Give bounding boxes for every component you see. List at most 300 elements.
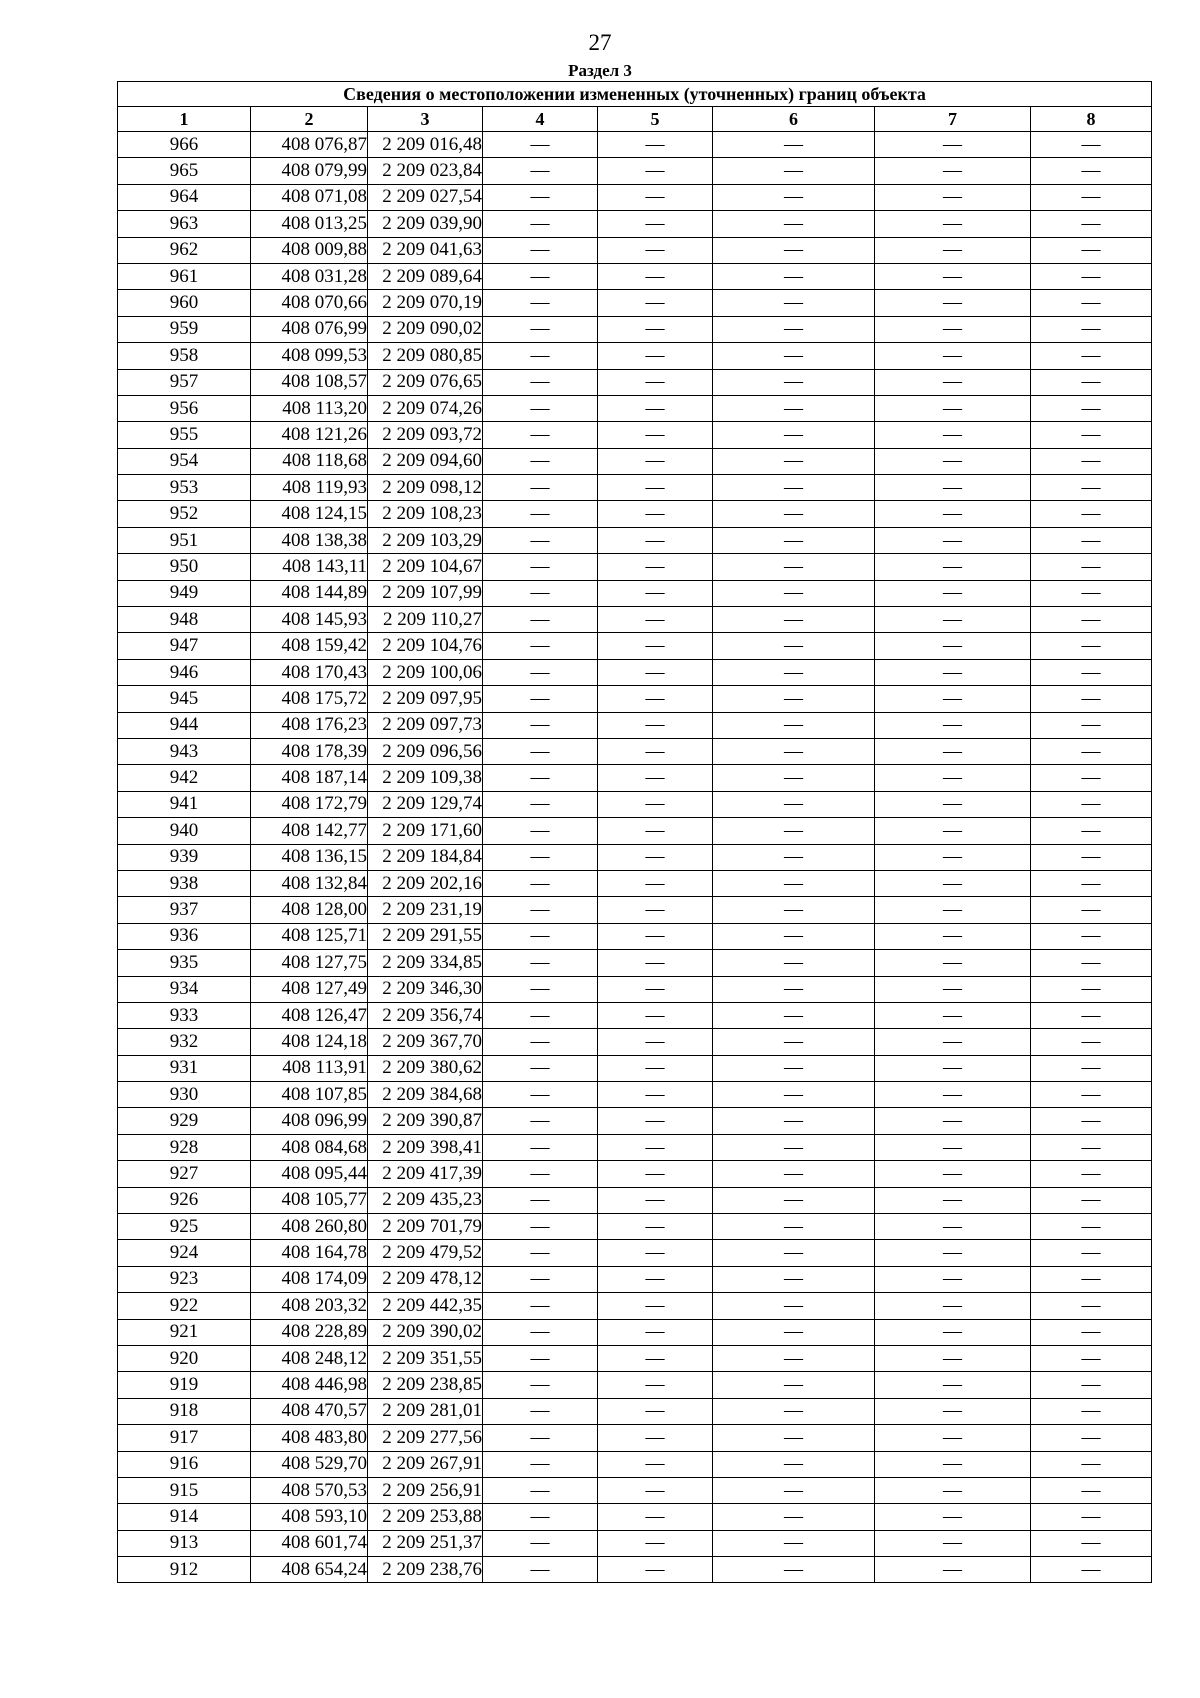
point-number-cell: 938: [118, 870, 251, 896]
empty-value-cell: —: [875, 527, 1031, 553]
empty-value-cell: —: [713, 448, 875, 474]
y-coordinate-cell: 2 209 171,60: [368, 818, 483, 844]
empty-value-cell: —: [483, 158, 598, 184]
y-coordinate-cell: 2 209 103,29: [368, 527, 483, 553]
empty-value-cell: —: [598, 1002, 713, 1028]
empty-value-cell: —: [713, 132, 875, 158]
empty-value-cell: —: [598, 765, 713, 791]
empty-value-cell: —: [713, 369, 875, 395]
x-coordinate-cell: 408 124,18: [251, 1029, 368, 1055]
y-coordinate-cell: 2 209 080,85: [368, 343, 483, 369]
point-number-cell: 917: [118, 1425, 251, 1451]
table-row: [118, 1504, 1152, 1530]
y-coordinate-cell: 2 209 093,72: [368, 422, 483, 448]
x-coordinate-cell: 408 108,57: [251, 369, 368, 395]
y-coordinate-cell: 2 209 479,52: [368, 1240, 483, 1266]
y-coordinate-cell: 2 209 094,60: [368, 448, 483, 474]
x-coordinate-cell: 408 248,12: [251, 1345, 368, 1371]
empty-value-cell: —: [1031, 976, 1152, 1002]
empty-value-cell: —: [483, 475, 598, 501]
empty-value-cell: —: [598, 527, 713, 553]
empty-value-cell: —: [598, 263, 713, 289]
y-coordinate-cell: 2 209 478,12: [368, 1266, 483, 1292]
empty-value-cell: —: [713, 659, 875, 685]
point-number-cell: 918: [118, 1398, 251, 1424]
empty-value-cell: —: [598, 369, 713, 395]
y-coordinate-cell: 2 209 104,76: [368, 633, 483, 659]
empty-value-cell: —: [713, 395, 875, 421]
section-title: Раздел 3: [568, 61, 632, 80]
point-number-cell: 925: [118, 1214, 251, 1240]
empty-value-cell: —: [713, 1398, 875, 1424]
empty-value-cell: —: [598, 738, 713, 764]
empty-value-cell: —: [598, 580, 713, 606]
empty-value-cell: —: [598, 422, 713, 448]
empty-value-cell: —: [1031, 1161, 1152, 1187]
point-number-cell: 931: [118, 1055, 251, 1081]
table-row: [118, 1055, 1152, 1081]
empty-value-cell: —: [483, 343, 598, 369]
empty-value-cell: —: [598, 211, 713, 237]
y-coordinate-cell: 2 209 435,23: [368, 1187, 483, 1213]
x-coordinate-cell: 408 178,39: [251, 738, 368, 764]
table-row: [118, 1002, 1152, 1028]
empty-value-cell: —: [875, 791, 1031, 817]
x-coordinate-cell: 408 127,75: [251, 950, 368, 976]
table-row: [118, 1477, 1152, 1503]
y-coordinate-cell: 2 209 384,68: [368, 1082, 483, 1108]
x-coordinate-cell: 408 138,38: [251, 527, 368, 553]
empty-value-cell: —: [1031, 1557, 1152, 1583]
x-coordinate-cell: 408 105,77: [251, 1187, 368, 1213]
x-coordinate-cell: 408 228,89: [251, 1319, 368, 1345]
empty-value-cell: —: [713, 791, 875, 817]
empty-value-cell: —: [483, 1161, 598, 1187]
x-coordinate-cell: 408 174,09: [251, 1266, 368, 1292]
empty-value-cell: —: [598, 1372, 713, 1398]
y-coordinate-cell: 2 209 090,02: [368, 316, 483, 342]
table-row: [118, 923, 1152, 949]
empty-value-cell: —: [1031, 1451, 1152, 1477]
empty-value-cell: —: [713, 554, 875, 580]
empty-value-cell: —: [875, 395, 1031, 421]
empty-value-cell: —: [713, 923, 875, 949]
table-row: [118, 659, 1152, 685]
empty-value-cell: —: [483, 818, 598, 844]
empty-value-cell: —: [713, 211, 875, 237]
empty-value-cell: —: [713, 290, 875, 316]
page-number: 27: [588, 30, 612, 55]
empty-value-cell: —: [483, 1002, 598, 1028]
empty-value-cell: —: [483, 580, 598, 606]
y-coordinate-cell: 2 209 238,76: [368, 1557, 483, 1583]
empty-value-cell: —: [1031, 897, 1152, 923]
x-coordinate-cell: 408 593,10: [251, 1504, 368, 1530]
table-row: [118, 501, 1152, 527]
empty-value-cell: —: [1031, 184, 1152, 210]
point-number-cell: 963: [118, 211, 251, 237]
empty-value-cell: —: [483, 395, 598, 421]
y-coordinate-cell: 2 209 281,01: [368, 1398, 483, 1424]
empty-value-cell: —: [598, 976, 713, 1002]
point-number-cell: 945: [118, 686, 251, 712]
point-number-cell: 937: [118, 897, 251, 923]
point-number-cell: 964: [118, 184, 251, 210]
empty-value-cell: —: [713, 316, 875, 342]
empty-value-cell: —: [598, 1029, 713, 1055]
point-number-cell: 927: [118, 1161, 251, 1187]
empty-value-cell: —: [875, 1082, 1031, 1108]
empty-value-cell: —: [598, 1425, 713, 1451]
empty-value-cell: —: [875, 1477, 1031, 1503]
empty-value-cell: —: [713, 1002, 875, 1028]
column-header: 8: [1031, 107, 1152, 132]
point-number-cell: 953: [118, 475, 251, 501]
table-row: [118, 1161, 1152, 1187]
point-number-cell: 915: [118, 1477, 251, 1503]
table-row: [118, 184, 1152, 210]
empty-value-cell: —: [1031, 1187, 1152, 1213]
empty-value-cell: —: [1031, 422, 1152, 448]
column-header: 3: [368, 107, 483, 132]
empty-value-cell: —: [598, 1055, 713, 1081]
table-row: [118, 738, 1152, 764]
point-number-cell: 947: [118, 633, 251, 659]
table-row: [118, 527, 1152, 553]
empty-value-cell: —: [598, 395, 713, 421]
empty-value-cell: —: [875, 1108, 1031, 1134]
y-coordinate-cell: 2 209 074,26: [368, 395, 483, 421]
x-coordinate-cell: 408 145,93: [251, 607, 368, 633]
empty-value-cell: —: [875, 633, 1031, 659]
empty-value-cell: —: [1031, 923, 1152, 949]
empty-value-cell: —: [713, 1029, 875, 1055]
empty-value-cell: —: [713, 263, 875, 289]
empty-value-cell: —: [713, 343, 875, 369]
empty-value-cell: —: [1031, 475, 1152, 501]
empty-value-cell: —: [1031, 1293, 1152, 1319]
x-coordinate-cell: 408 127,49: [251, 976, 368, 1002]
table-row: [118, 1214, 1152, 1240]
empty-value-cell: —: [1031, 844, 1152, 870]
table-row: [118, 1108, 1152, 1134]
x-coordinate-cell: 408 170,43: [251, 659, 368, 685]
empty-value-cell: —: [483, 448, 598, 474]
empty-value-cell: —: [875, 1293, 1031, 1319]
empty-value-cell: —: [598, 923, 713, 949]
empty-value-cell: —: [483, 1240, 598, 1266]
x-coordinate-cell: 408 570,53: [251, 1477, 368, 1503]
empty-value-cell: —: [483, 1214, 598, 1240]
y-coordinate-cell: 2 209 108,23: [368, 501, 483, 527]
empty-value-cell: —: [1031, 1029, 1152, 1055]
empty-value-cell: —: [713, 1266, 875, 1292]
empty-value-cell: —: [875, 897, 1031, 923]
empty-value-cell: —: [483, 1029, 598, 1055]
empty-value-cell: —: [1031, 1214, 1152, 1240]
empty-value-cell: —: [483, 870, 598, 896]
empty-value-cell: —: [483, 316, 598, 342]
x-coordinate-cell: 408 113,20: [251, 395, 368, 421]
point-number-cell: 923: [118, 1266, 251, 1292]
empty-value-cell: —: [1031, 580, 1152, 606]
x-coordinate-cell: 408 031,28: [251, 263, 368, 289]
empty-value-cell: —: [713, 501, 875, 527]
table-row: [118, 818, 1152, 844]
empty-value-cell: —: [1031, 686, 1152, 712]
point-number-cell: 948: [118, 607, 251, 633]
column-header: 6: [713, 107, 875, 132]
point-number-cell: 942: [118, 765, 251, 791]
table-row: [118, 1293, 1152, 1319]
empty-value-cell: —: [1031, 1002, 1152, 1028]
empty-value-cell: —: [1031, 818, 1152, 844]
empty-value-cell: —: [875, 369, 1031, 395]
empty-value-cell: —: [1031, 132, 1152, 158]
empty-value-cell: —: [598, 633, 713, 659]
point-number-cell: 955: [118, 422, 251, 448]
table-row: [118, 607, 1152, 633]
empty-value-cell: —: [713, 422, 875, 448]
point-number-cell: 961: [118, 263, 251, 289]
empty-value-cell: —: [598, 448, 713, 474]
empty-value-cell: —: [483, 1108, 598, 1134]
y-coordinate-cell: 2 209 100,06: [368, 659, 483, 685]
empty-value-cell: —: [875, 290, 1031, 316]
table-caption: Сведения о местоположении измененных (уточненных) границ объекта: [118, 82, 1152, 107]
empty-value-cell: —: [875, 1557, 1031, 1583]
x-coordinate-cell: 408 079,99: [251, 158, 368, 184]
x-coordinate-cell: 408 013,25: [251, 211, 368, 237]
empty-value-cell: —: [713, 870, 875, 896]
column-header: 1: [118, 107, 251, 132]
x-coordinate-cell: 408 470,57: [251, 1398, 368, 1424]
empty-value-cell: —: [713, 1055, 875, 1081]
empty-value-cell: —: [598, 659, 713, 685]
empty-value-cell: —: [713, 237, 875, 263]
point-number-cell: 959: [118, 316, 251, 342]
empty-value-cell: —: [598, 607, 713, 633]
x-coordinate-cell: 408 654,24: [251, 1557, 368, 1583]
y-coordinate-cell: 2 209 367,70: [368, 1029, 483, 1055]
empty-value-cell: —: [713, 1134, 875, 1160]
empty-value-cell: —: [713, 976, 875, 1002]
point-number-cell: 962: [118, 237, 251, 263]
empty-value-cell: —: [875, 475, 1031, 501]
empty-value-cell: —: [713, 527, 875, 553]
point-number-cell: 952: [118, 501, 251, 527]
point-number-cell: 957: [118, 369, 251, 395]
table-row: [118, 844, 1152, 870]
empty-value-cell: —: [875, 870, 1031, 896]
empty-value-cell: —: [483, 923, 598, 949]
empty-value-cell: —: [483, 738, 598, 764]
point-number-cell: 966: [118, 132, 251, 158]
y-coordinate-cell: 2 209 023,84: [368, 158, 483, 184]
point-number-cell: 939: [118, 844, 251, 870]
x-coordinate-cell: 408 095,44: [251, 1161, 368, 1187]
y-coordinate-cell: 2 209 417,39: [368, 1161, 483, 1187]
x-coordinate-cell: 408 601,74: [251, 1530, 368, 1556]
x-coordinate-cell: 408 128,00: [251, 897, 368, 923]
empty-value-cell: —: [875, 1187, 1031, 1213]
empty-value-cell: —: [875, 1266, 1031, 1292]
y-coordinate-cell: 2 209 096,56: [368, 738, 483, 764]
empty-value-cell: —: [713, 158, 875, 184]
empty-value-cell: —: [713, 1451, 875, 1477]
x-coordinate-cell: 408 203,32: [251, 1293, 368, 1319]
table-row: [118, 897, 1152, 923]
x-coordinate-cell: 408 529,70: [251, 1451, 368, 1477]
y-coordinate-cell: 2 209 442,35: [368, 1293, 483, 1319]
empty-value-cell: —: [483, 1504, 598, 1530]
empty-value-cell: —: [1031, 263, 1152, 289]
x-coordinate-cell: 408 124,15: [251, 501, 368, 527]
x-coordinate-cell: 408 070,66: [251, 290, 368, 316]
empty-value-cell: —: [598, 1477, 713, 1503]
y-coordinate-cell: 2 209 089,64: [368, 263, 483, 289]
x-coordinate-cell: 408 446,98: [251, 1372, 368, 1398]
empty-value-cell: —: [483, 765, 598, 791]
y-coordinate-cell: 2 209 016,48: [368, 132, 483, 158]
point-number-cell: 943: [118, 738, 251, 764]
y-coordinate-cell: 2 209 070,19: [368, 290, 483, 316]
empty-value-cell: —: [875, 765, 1031, 791]
y-coordinate-cell: 2 209 351,55: [368, 1345, 483, 1371]
empty-value-cell: —: [1031, 1055, 1152, 1081]
empty-value-cell: —: [875, 950, 1031, 976]
y-coordinate-cell: 2 209 253,88: [368, 1504, 483, 1530]
y-coordinate-cell: 2 209 256,91: [368, 1477, 483, 1503]
empty-value-cell: —: [598, 1214, 713, 1240]
y-coordinate-cell: 2 209 184,84: [368, 844, 483, 870]
table-row: [118, 316, 1152, 342]
empty-value-cell: —: [483, 1293, 598, 1319]
empty-value-cell: —: [483, 211, 598, 237]
empty-value-cell: —: [875, 343, 1031, 369]
empty-value-cell: —: [875, 1161, 1031, 1187]
table-row: [118, 1029, 1152, 1055]
table-row: [118, 765, 1152, 791]
empty-value-cell: —: [1031, 1266, 1152, 1292]
table-row: [118, 1345, 1152, 1371]
empty-value-cell: —: [875, 1398, 1031, 1424]
empty-value-cell: —: [483, 1477, 598, 1503]
empty-value-cell: —: [875, 607, 1031, 633]
empty-value-cell: —: [483, 1345, 598, 1371]
empty-value-cell: —: [483, 1134, 598, 1160]
x-coordinate-cell: 408 113,91: [251, 1055, 368, 1081]
table-row: [118, 1530, 1152, 1556]
empty-value-cell: —: [713, 580, 875, 606]
x-coordinate-cell: 408 132,84: [251, 870, 368, 896]
y-coordinate-cell: 2 209 109,38: [368, 765, 483, 791]
point-number-cell: 914: [118, 1504, 251, 1530]
empty-value-cell: —: [1031, 1398, 1152, 1424]
empty-value-cell: —: [713, 1477, 875, 1503]
empty-value-cell: —: [875, 1134, 1031, 1160]
x-coordinate-cell: 408 076,87: [251, 132, 368, 158]
empty-value-cell: —: [1031, 554, 1152, 580]
empty-value-cell: —: [713, 1187, 875, 1213]
column-header: 7: [875, 107, 1031, 132]
empty-value-cell: —: [875, 211, 1031, 237]
empty-value-cell: —: [598, 1530, 713, 1556]
table-row: [118, 712, 1152, 738]
empty-value-cell: —: [875, 316, 1031, 342]
empty-value-cell: —: [875, 1345, 1031, 1371]
x-coordinate-cell: 408 096,99: [251, 1108, 368, 1134]
y-coordinate-cell: 2 209 701,79: [368, 1214, 483, 1240]
empty-value-cell: —: [1031, 1240, 1152, 1266]
empty-value-cell: —: [713, 1557, 875, 1583]
empty-value-cell: —: [598, 1134, 713, 1160]
empty-value-cell: —: [713, 844, 875, 870]
column-header: 4: [483, 107, 598, 132]
y-coordinate-cell: 2 209 356,74: [368, 1002, 483, 1028]
empty-value-cell: —: [875, 818, 1031, 844]
empty-value-cell: —: [483, 1266, 598, 1292]
y-coordinate-cell: 2 209 346,30: [368, 976, 483, 1002]
empty-value-cell: —: [713, 897, 875, 923]
empty-value-cell: —: [1031, 659, 1152, 685]
y-coordinate-cell: 2 209 238,85: [368, 1372, 483, 1398]
empty-value-cell: —: [1031, 1425, 1152, 1451]
table-row: [118, 554, 1152, 580]
point-number-cell: 924: [118, 1240, 251, 1266]
table-row: [118, 422, 1152, 448]
y-coordinate-cell: 2 209 041,63: [368, 237, 483, 263]
empty-value-cell: —: [1031, 395, 1152, 421]
point-number-cell: 936: [118, 923, 251, 949]
empty-value-cell: —: [483, 659, 598, 685]
x-coordinate-cell: 408 260,80: [251, 1214, 368, 1240]
column-header: 5: [598, 107, 713, 132]
empty-value-cell: —: [713, 1082, 875, 1108]
x-coordinate-cell: 408 121,26: [251, 422, 368, 448]
empty-value-cell: —: [1031, 448, 1152, 474]
empty-value-cell: —: [713, 475, 875, 501]
empty-value-cell: —: [598, 237, 713, 263]
empty-value-cell: —: [713, 765, 875, 791]
y-coordinate-cell: 2 209 110,27: [368, 607, 483, 633]
empty-value-cell: —: [713, 184, 875, 210]
empty-value-cell: —: [598, 1187, 713, 1213]
empty-value-cell: —: [483, 1425, 598, 1451]
empty-value-cell: —: [483, 1319, 598, 1345]
table-row: [118, 1082, 1152, 1108]
empty-value-cell: —: [713, 1108, 875, 1134]
empty-value-cell: —: [483, 263, 598, 289]
y-coordinate-cell: 2 209 202,16: [368, 870, 483, 896]
table-row: [118, 1187, 1152, 1213]
table-row: [118, 870, 1152, 896]
empty-value-cell: —: [713, 633, 875, 659]
empty-value-cell: —: [483, 290, 598, 316]
point-number-cell: 944: [118, 712, 251, 738]
y-coordinate-cell: 2 209 390,02: [368, 1319, 483, 1345]
empty-value-cell: —: [875, 1214, 1031, 1240]
empty-value-cell: —: [598, 791, 713, 817]
empty-value-cell: —: [483, 607, 598, 633]
empty-value-cell: —: [1031, 290, 1152, 316]
table-row: [118, 1319, 1152, 1345]
empty-value-cell: —: [598, 158, 713, 184]
x-coordinate-cell: 408 172,79: [251, 791, 368, 817]
empty-value-cell: —: [875, 1372, 1031, 1398]
empty-value-cell: —: [713, 818, 875, 844]
table-row: [118, 791, 1152, 817]
